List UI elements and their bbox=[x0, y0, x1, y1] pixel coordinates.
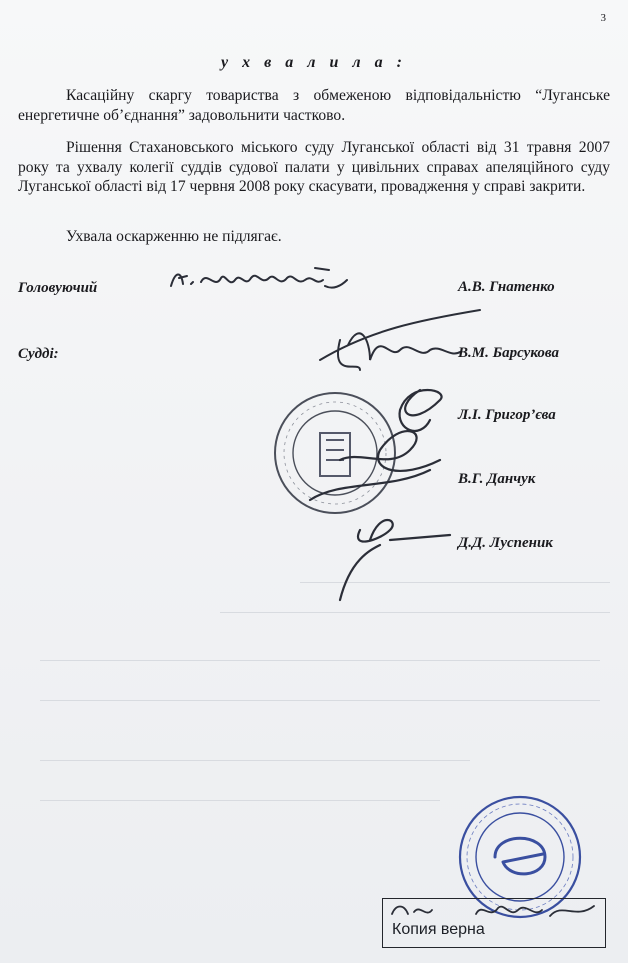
presiding-signature bbox=[165, 260, 355, 300]
judge-name-4: Д.Д. Луспеник bbox=[458, 535, 553, 551]
paragraph-complaint-text: Касаційну скаргу товариства з обмеженою відповідальністю “Луганське енергетичне об’єднання” задовольнити частково. bbox=[18, 87, 610, 124]
judge-name-3: В.Г. Данчук bbox=[458, 471, 536, 487]
page-number: 3 bbox=[600, 12, 606, 24]
judge-name-2: Л.І. Григор’єва bbox=[458, 407, 556, 423]
paragraph-complaint bbox=[18, 86, 610, 125]
paragraph-appeal bbox=[18, 227, 610, 247]
copy-stamp-label: Копия верна bbox=[392, 921, 485, 938]
bleed-through-line bbox=[40, 700, 600, 701]
judge-name-1: В.М. Барсукова bbox=[458, 345, 559, 361]
paragraph-decision bbox=[18, 138, 610, 197]
resolution-heading: у х в а л и л а : bbox=[221, 54, 407, 71]
presiding-role: Головуючий bbox=[18, 280, 98, 296]
presiding-name: А.В. Гнатенко bbox=[458, 279, 555, 295]
paragraph-appeal-text: Ухвала оскарженню не підлягає. bbox=[66, 228, 282, 245]
judges-role: Судді: bbox=[18, 346, 59, 362]
paragraph-decision-text: Рішення Стахановського міського суду Луганської області від 31 травня 2007 року та ухвалу колегії суддів судової палати у цивільних справах апеляційного суду Луганської області від 17 червня 2008 року скасувати, провадження у справі закрити. bbox=[18, 139, 610, 195]
bleed-through-line bbox=[40, 660, 600, 661]
bleed-through-line bbox=[40, 760, 470, 761]
bleed-through-line bbox=[40, 800, 440, 801]
